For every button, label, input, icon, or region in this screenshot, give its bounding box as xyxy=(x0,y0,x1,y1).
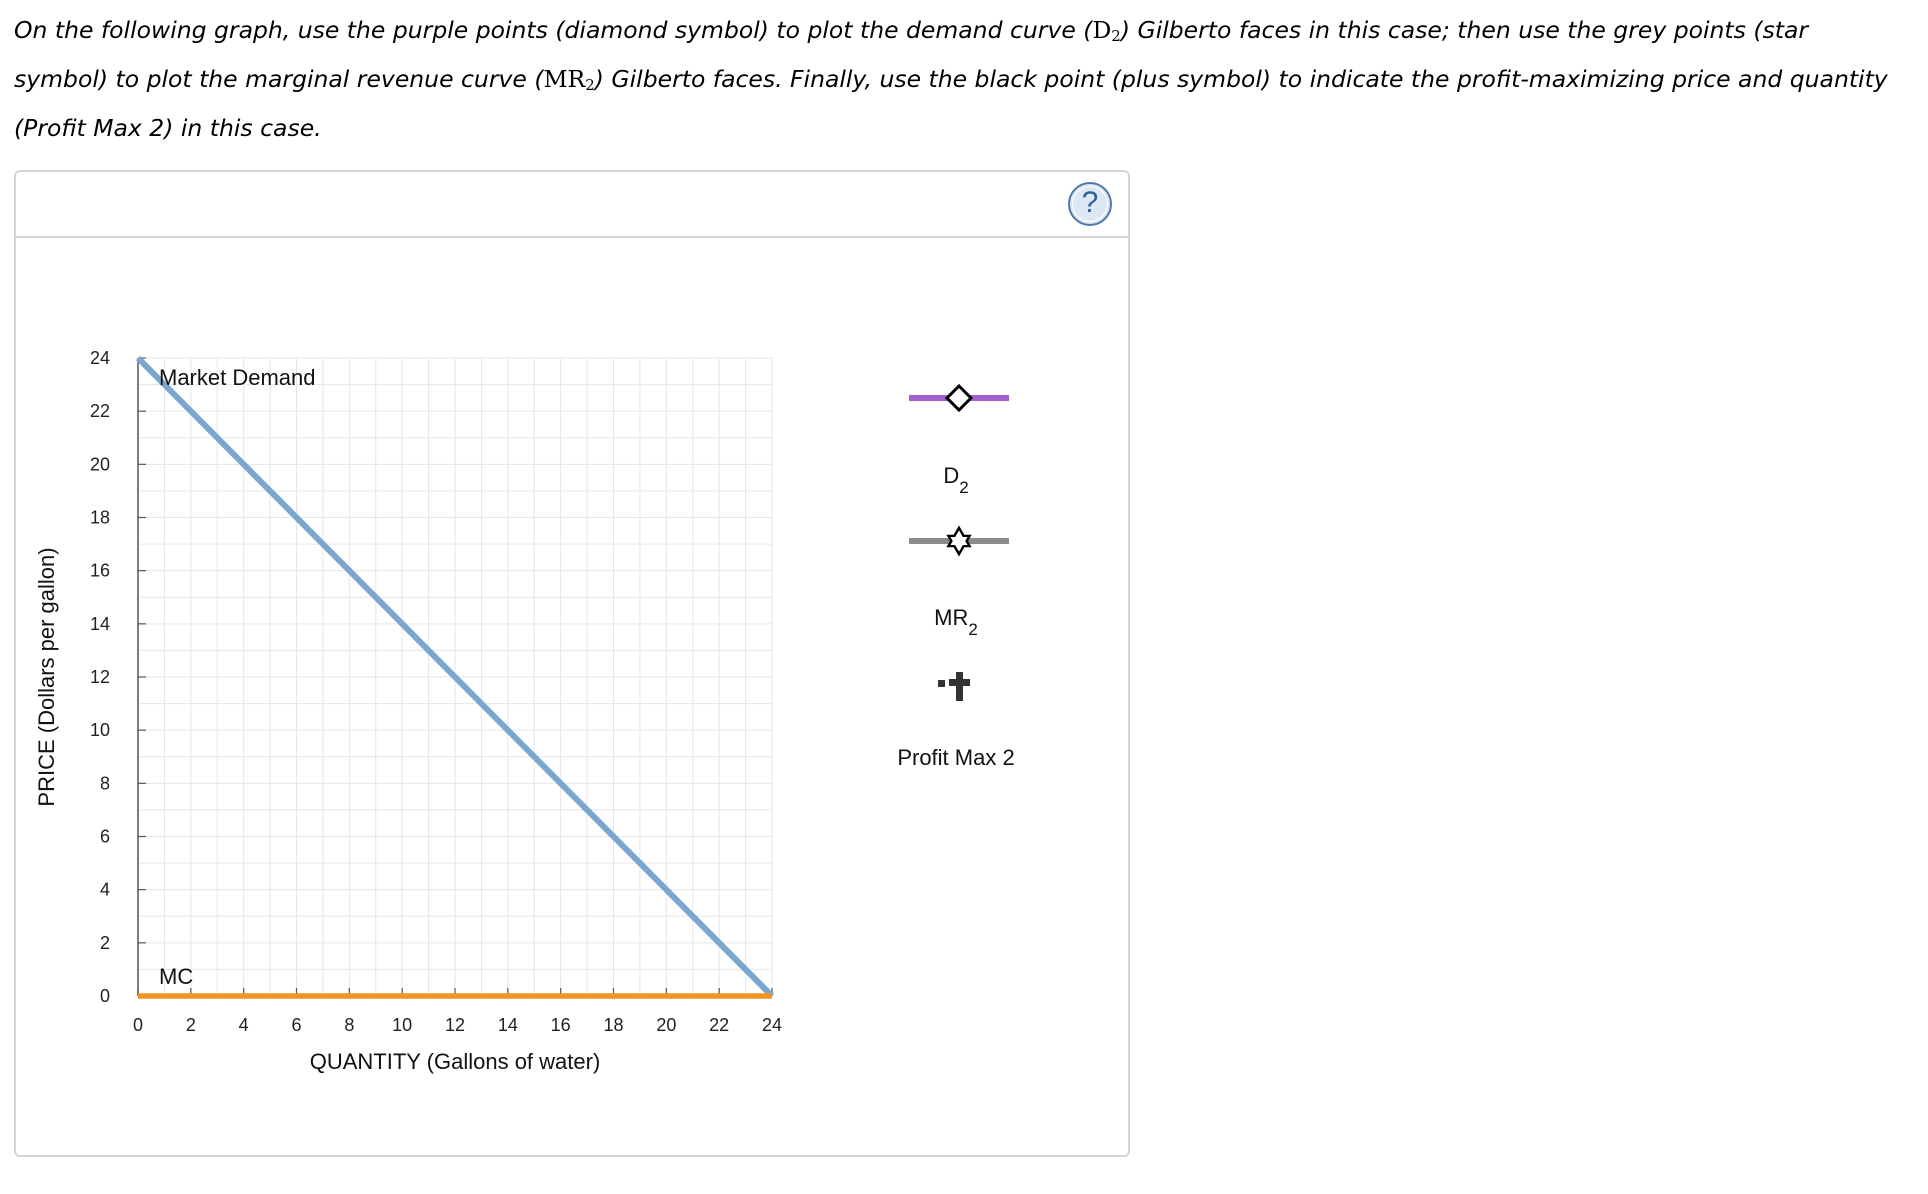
graph-panel xyxy=(14,170,1130,1157)
x-tick-label: 8 xyxy=(344,1015,355,1035)
x-tick-label: 16 xyxy=(550,1015,571,1035)
x-tick-label: 10 xyxy=(392,1015,413,1035)
y-tick-label: 24 xyxy=(89,348,110,368)
diamond-icon xyxy=(947,386,971,410)
graph-canvas[interactable] xyxy=(16,172,1126,1152)
y-tick-label: 18 xyxy=(89,507,110,528)
y-tick-label: 6 xyxy=(99,826,110,847)
mc-label: MC xyxy=(159,964,194,989)
x-tick-label: 22 xyxy=(709,1015,730,1035)
y-tick-label: 16 xyxy=(89,560,110,581)
x-tick-label: 2 xyxy=(185,1015,196,1035)
plus-icon xyxy=(938,672,970,701)
legend-profit-max-tool[interactable] xyxy=(897,672,1014,770)
legend-mr2-label: $MR_2$ xyxy=(934,605,978,639)
y-tick-label: 2 xyxy=(99,932,110,953)
y-axis-title: PRICE (Dollars per gallon) xyxy=(34,547,59,807)
y-tick-label: 10 xyxy=(89,720,110,741)
x-tick-label: 0 xyxy=(132,1015,144,1035)
y-tick-label: 22 xyxy=(89,401,110,422)
y-tick-label: 12 xyxy=(89,667,110,687)
legend-d2-tool[interactable] xyxy=(909,386,1009,497)
x-tick-label: 20 xyxy=(656,1015,677,1035)
x-tick-label: 6 xyxy=(291,1015,302,1035)
legend-mr2-tool[interactable] xyxy=(909,528,1009,639)
mr2-symbol: $MR_2$ xyxy=(543,65,595,94)
y-tick-label: 8 xyxy=(99,773,110,794)
star-icon xyxy=(949,528,970,554)
x-axis-title: QUANTITY (Gallons of water) xyxy=(309,1049,601,1074)
x-tick-label: 14 xyxy=(497,1015,518,1035)
x-tick-label: 12 xyxy=(444,1015,466,1035)
d2-symbol: $D_2$ xyxy=(1092,16,1121,45)
y-tick-label: 20 xyxy=(89,454,110,475)
tick-labels xyxy=(90,348,782,1035)
x-tick-label: 18 xyxy=(603,1015,624,1035)
y-tick-label: 0 xyxy=(99,986,110,1006)
legend-profit-max-label: Profit Max 2 xyxy=(897,745,1015,770)
market-demand-label: Market Demand xyxy=(159,365,316,390)
legend-d2-label: $D_2$ xyxy=(943,463,969,497)
y-tick-label: 14 xyxy=(89,613,110,634)
question-mark-icon: ? xyxy=(1081,186,1099,219)
y-tick-label: 4 xyxy=(99,879,110,900)
x-tick-label: 4 xyxy=(238,1015,249,1035)
x-tick-label: 24 xyxy=(761,1015,783,1035)
instructions: On the following graph, use the purple points (diamond symbol) to plot the demand curve $(D_2)$ Gilberto faces in this case; then use the grey points (star symbol) to plot the marginal revenue curve $(MR_2)$ Gilberto faces. Finally, use the black point (plus symbol) to indicate the profit-maximizing price and quantity (Profit Max 2) in this case. xyxy=(14,16,1888,142)
